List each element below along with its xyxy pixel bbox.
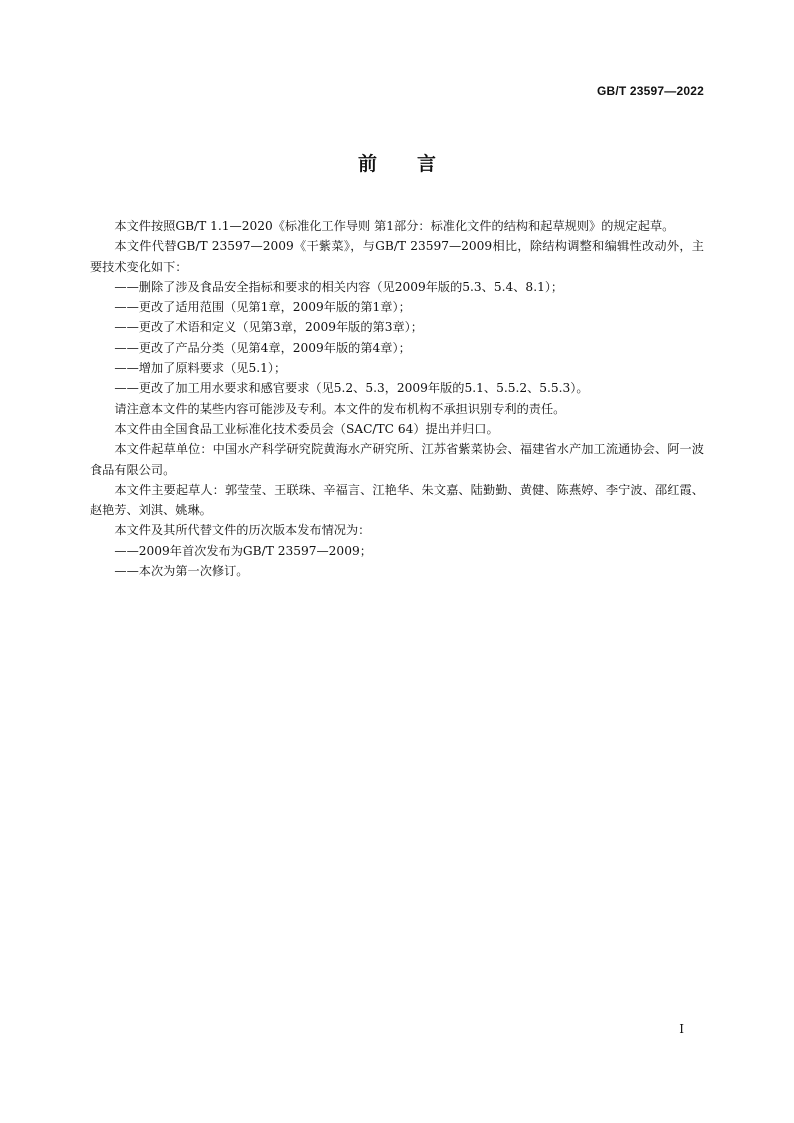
paragraph-history-intro: 本文件及其所代替文件的历次版本发布情况为：	[114, 523, 371, 538]
dash-marker: ——	[114, 564, 139, 579]
dash-marker: ——	[114, 279, 139, 294]
list-item	[90, 297, 704, 317]
change-text: 更改了术语和定义（见第3章，2009年版的第3章）；	[138, 320, 423, 335]
list-item	[90, 338, 704, 358]
paragraph-drafters: 本文件主要起草人：郭莹莹、王联珠、辛福言、江艳华、朱文嘉、陆勤勤、黄健、陈燕婷、李宁波、邵红霞、赵艳芳、刘淇、姚琳。	[90, 482, 704, 518]
list-item	[90, 358, 704, 378]
list-item	[90, 277, 704, 297]
page-title: 前言	[357, 153, 476, 175]
change-text: 更改了适用范围（见第1章，2009年版的第1章）；	[138, 300, 411, 315]
paragraph-drafting-units: 本文件起草单位：中国水产科学研究院黄海水产研究所、江苏省紫菜协会、福建省水产加工流通协会、阿一波食品有限公司。	[90, 442, 704, 477]
list-item	[90, 541, 704, 561]
history-text: 本次为第一次修订。	[138, 564, 249, 579]
dash-marker: ——	[114, 320, 139, 335]
paragraph-replaces: 本文件代替GB/T 23597—2009《干紫菜》，与GB/T 23597—2009相比，除结构调整和编辑性改动外，主要技术变化如下：	[90, 239, 704, 274]
dash-marker: ——	[114, 543, 139, 558]
document-body	[90, 216, 704, 581]
dash-marker: ——	[114, 361, 139, 376]
standard-code: GB/T 23597—2022	[596, 84, 704, 98]
change-text: 更改了产品分类（见第4章，2009年版的第4章）；	[138, 340, 411, 355]
change-text: 更改了加工用水要求和感官要求（见5.2、5.3，2009年版的5.1、5.5.2、5.5.3）。	[138, 381, 589, 396]
history-text: 2009年首次发布为GB/T 23597—2009；	[138, 543, 372, 558]
change-text: 删除了涉及食品安全指标和要求的相关内容（见2009年版的5.3、5.4、8.1）；	[138, 279, 564, 294]
list-item	[90, 317, 704, 337]
page-number: I	[679, 1022, 684, 1036]
dash-marker: ——	[114, 381, 139, 396]
list-item	[90, 561, 704, 581]
paragraph-patent-notice: 请注意本文件的某些内容可能涉及专利。本文件的发布机构不承担识别专利的责任。	[114, 401, 566, 416]
paragraph-proposed-by: 本文件由全国食品工业标准化技术委员会（SAC/TC 64）提出并归口。	[114, 421, 499, 436]
paragraph-drafting-rules: 本文件按照GB/T 1.1—2020《标准化工作导则 第1部分：标准化文件的结构和起草规则》的规定起草。	[114, 219, 675, 233]
change-text: 增加了原料要求（见5.1）；	[138, 361, 287, 376]
dash-marker: ——	[114, 300, 139, 315]
list-item	[90, 378, 704, 398]
dash-marker: ——	[114, 340, 139, 355]
